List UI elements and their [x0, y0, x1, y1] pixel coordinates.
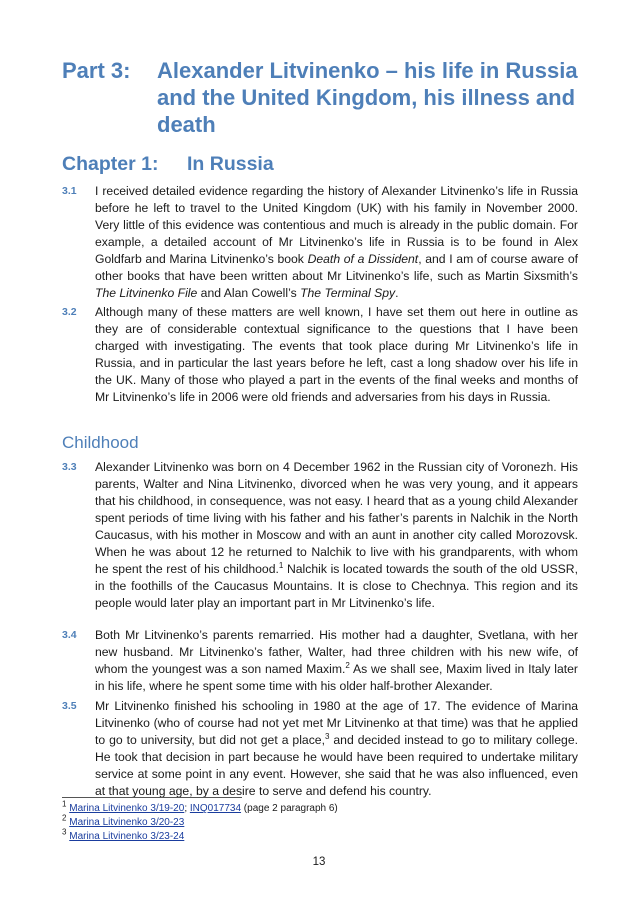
- footnote-1: [62, 799, 562, 816]
- footnotes: [62, 799, 562, 844]
- text-run: and Alan Cowell’s: [197, 286, 301, 300]
- text-run: and decided instead to go to military college. He took that decision in part because he would have been required to undertake military service at some point in any event. However, she said that he was also influenced, even at that young age, by a desire to serve and defend his country.: [95, 733, 578, 798]
- paragraph-3-2: [62, 304, 578, 406]
- paragraph-number: 3.5: [62, 700, 77, 712]
- text-run: Nalchik is located towards the south of the old USSR, in the foothills of the Caucasus Mountains. It is close to Chechnya. This region and its people would later play an important part in Mr Litvinenko’s life.: [95, 562, 578, 610]
- chapter-title: In Russia: [187, 153, 274, 175]
- paragraph-text: [95, 698, 578, 800]
- footnote-reference[interactable]: 3: [324, 731, 330, 741]
- text-run: Mr Litvinenko finished his schooling in 1980 at the age of 17. The evidence of Marina Litvinenko (who of course had not yet met Mr Litvinenko at that time) was that he applied to go to university, but did not get a place,: [95, 699, 578, 747]
- book-title: The Litvinenko File: [95, 286, 198, 300]
- paragraph-number: 3.4: [62, 629, 77, 641]
- paragraph-text: [95, 627, 578, 695]
- paragraph-text: [95, 459, 578, 612]
- footnote-separator: ;: [184, 803, 190, 814]
- footnote-link[interactable]: Marina Litvinenko 3/23-24: [69, 831, 185, 842]
- paragraph-text: Although many of these matters are well known, I have set them out here in outline as they are of considerable contextual significance to the questions that I have been charged with investigating. The events that took place during Mr Litvinenko’s life in Russia, and in particular the last years before he left, cast a long shadow over his life in the UK. Many of those who played a part in the events of the final weeks and months of Mr Litvinenko’s life in 2006 were old friends and adversaries from his days in Russia.: [95, 305, 578, 404]
- footnote-number: 3: [62, 827, 67, 837]
- paragraph-3-4: [62, 627, 578, 695]
- paragraph-3-1: [62, 183, 578, 302]
- chapter-label: Chapter 1:: [62, 153, 159, 175]
- text-run: Both Mr Litvinenko’s parents remarried. His mother had a daughter, Svetlana, with her new husband. Mr Litvinenko’s father, Walter, had three children with his new wife, of whom the youngest was a son named Maxim.: [95, 628, 578, 676]
- part-label: Part 3:: [62, 58, 131, 83]
- paragraph-3-5: [62, 698, 578, 800]
- footnote-divider: [62, 797, 242, 798]
- footnote-link[interactable]: Marina Litvinenko 3/19-20: [69, 803, 185, 814]
- paragraph-number: 3.2: [62, 306, 77, 318]
- text-run: I received detailed evidence regarding the history of Alexander Litvinenko’s life in Russia before he left to travel to the United Kingdom (UK) with his family in November 2000. Very little of this evidence was contentious and much is already in the public domain. For example, a detailed account of Mr Litvinenko’s life in Russia is to be found in Alex Goldfarb and Marina Litvinenko’s book: [95, 184, 578, 266]
- book-title: Death of a Dissident: [307, 252, 419, 266]
- footnote-link[interactable]: INQ017734: [189, 803, 242, 814]
- footnote-2: [62, 813, 562, 830]
- footnote-reference[interactable]: 1: [278, 560, 284, 570]
- text-run: , and I am of course aware of other books that have been written about Mr Litvinenko’s life, such as Martin Sixsmith’s: [95, 252, 579, 283]
- text-run: Alexander Litvinenko was born on 4 December 1962 in the Russian city of Voronezh. His parents, Walter and Nina Litvinenko, divorced when he was very young, and it appears that his childhood, in consequence, was not easy. I heard that as a young child Alexander spent periods of time living with his father and his father’s parents in Nalchik in the North Caucasus, with his mother in Moscow and with an aunt in another city called Morozovsk. When he was about 12 he returned to Nalchik to live with his grandparents, with whom he spent the rest of his childhood.: [95, 460, 578, 576]
- footnote-link[interactable]: Marina Litvinenko 3/20-23: [69, 817, 185, 828]
- paragraph-number: 3.3: [62, 461, 77, 473]
- paragraph-number: 3.1: [62, 185, 77, 197]
- section-heading-childhood: Childhood: [62, 433, 139, 452]
- footnote-text: (page 2 paragraph 6): [241, 803, 338, 814]
- part-title: Alexander Litvinenko – his life in Russia and the United Kingdom, his illness and death: [157, 58, 578, 137]
- text-run: .: [395, 286, 399, 300]
- book-title: The Terminal Spy: [300, 286, 396, 300]
- paragraph-3-3: [62, 459, 578, 612]
- footnote-reference[interactable]: 2: [345, 660, 350, 670]
- paragraph-text: [95, 183, 578, 302]
- footnote-3: [62, 827, 562, 844]
- footnote-number: 2: [62, 813, 67, 823]
- text-run: As we shall see, Maxim lived in Italy later in his life, where he spent some time with his older half-brother Alexander.: [95, 662, 578, 693]
- footnote-number: 1: [62, 799, 67, 809]
- page-number: 13: [312, 856, 326, 868]
